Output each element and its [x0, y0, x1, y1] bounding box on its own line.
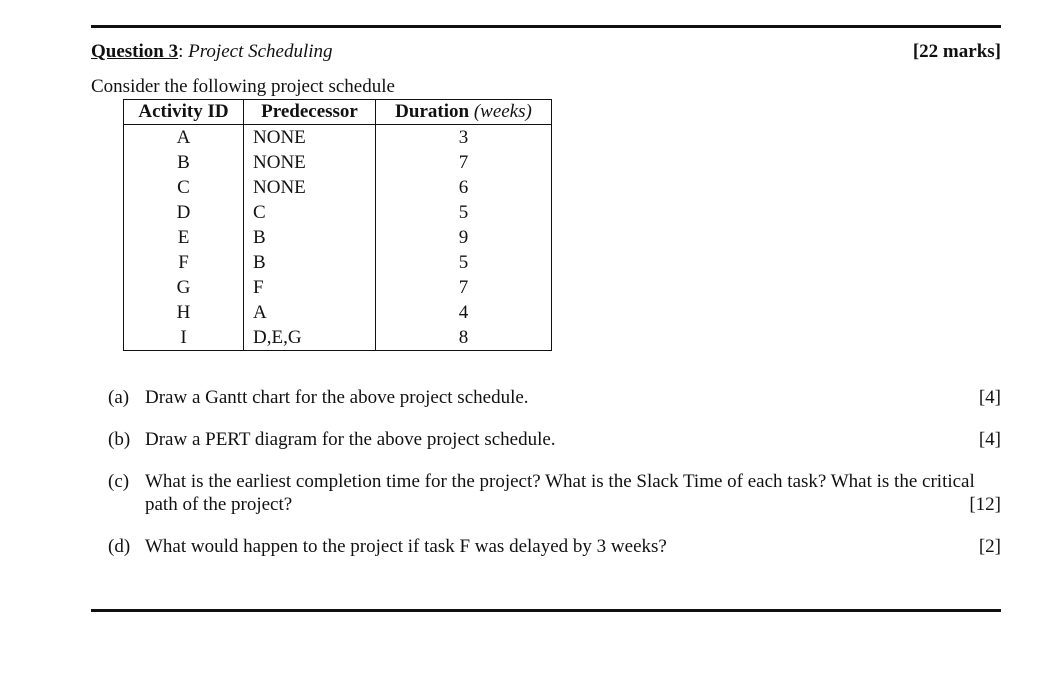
table-row [124, 125, 552, 151]
table-row [124, 150, 552, 175]
predecessor-cell: NONE [244, 125, 376, 151]
table-row [124, 275, 552, 300]
bottom-rule [91, 609, 1001, 612]
predecessor-cell: B [244, 250, 376, 275]
question-parts [108, 386, 1001, 577]
activity-id-cell: E [124, 225, 244, 250]
table-row [124, 325, 552, 351]
activity-id-cell: C [124, 175, 244, 200]
top-rule [91, 25, 1001, 28]
activity-id-cell: I [124, 325, 244, 351]
part-marks: [4] [978, 429, 1001, 450]
question-marks: [22 marks] [912, 41, 1001, 62]
question-part [108, 386, 1001, 409]
duration-cell: 5 [376, 250, 552, 275]
question-separator: : [178, 41, 189, 62]
table-header-row [124, 100, 552, 125]
part-text: What is the earliest completion time for the project? What is the Slack Time of each task? What is the critical path of the project? [145, 471, 975, 515]
table-row [124, 175, 552, 200]
activity-id-cell: F [124, 250, 244, 275]
duration-cell: 7 [376, 275, 552, 300]
part-marks: [2] [978, 536, 1001, 557]
question-number: Question 3 [91, 41, 179, 62]
table-row [124, 225, 552, 250]
activity-id-cell: D [124, 200, 244, 225]
part-text: What would happen to the project if task F was delayed by 3 weeks? [145, 536, 667, 557]
predecessor-cell: NONE [244, 150, 376, 175]
question-part [108, 535, 1001, 558]
question-part [108, 428, 1001, 451]
table-row [124, 200, 552, 225]
project-schedule-table [123, 99, 552, 351]
question-header [91, 41, 1001, 63]
duration-cell: 5 [376, 200, 552, 225]
header-predecessor: Predecessor [244, 100, 376, 125]
part-label: (a) [108, 387, 130, 408]
part-text: Draw a PERT diagram for the above project schedule. [145, 429, 556, 450]
table-body [124, 125, 552, 351]
header-duration-unit: (weeks) [473, 101, 532, 122]
part-text: Draw a Gantt chart for the above project schedule. [145, 387, 529, 408]
activity-id-cell: G [124, 275, 244, 300]
header-duration [376, 100, 552, 125]
predecessor-cell: C [244, 200, 376, 225]
duration-cell: 6 [376, 175, 552, 200]
duration-cell: 7 [376, 150, 552, 175]
header-activity-id: Activity ID [124, 100, 244, 125]
part-label: (b) [108, 429, 131, 450]
part-label: (d) [108, 536, 131, 557]
predecessor-cell: A [244, 300, 376, 325]
question-subtitle: Project Scheduling [188, 41, 333, 62]
predecessor-cell: D,E,G [244, 325, 376, 351]
part-marks: [12] [969, 494, 1001, 515]
intro-text: Consider the following project schedule [91, 76, 395, 97]
table-row [124, 250, 552, 275]
predecessor-cell: NONE [244, 175, 376, 200]
duration-cell: 3 [376, 125, 552, 151]
duration-cell: 8 [376, 325, 552, 351]
part-marks: [4] [978, 387, 1001, 408]
duration-cell: 9 [376, 225, 552, 250]
predecessor-cell: B [244, 225, 376, 250]
activity-id-cell: A [124, 125, 244, 151]
question-part [108, 470, 1001, 516]
part-label: (c) [108, 471, 130, 492]
activity-id-cell: H [124, 300, 244, 325]
duration-cell: 4 [376, 300, 552, 325]
activity-id-cell: B [124, 150, 244, 175]
table-row [124, 300, 552, 325]
predecessor-cell: F [244, 275, 376, 300]
header-duration-label: Duration [395, 101, 470, 122]
